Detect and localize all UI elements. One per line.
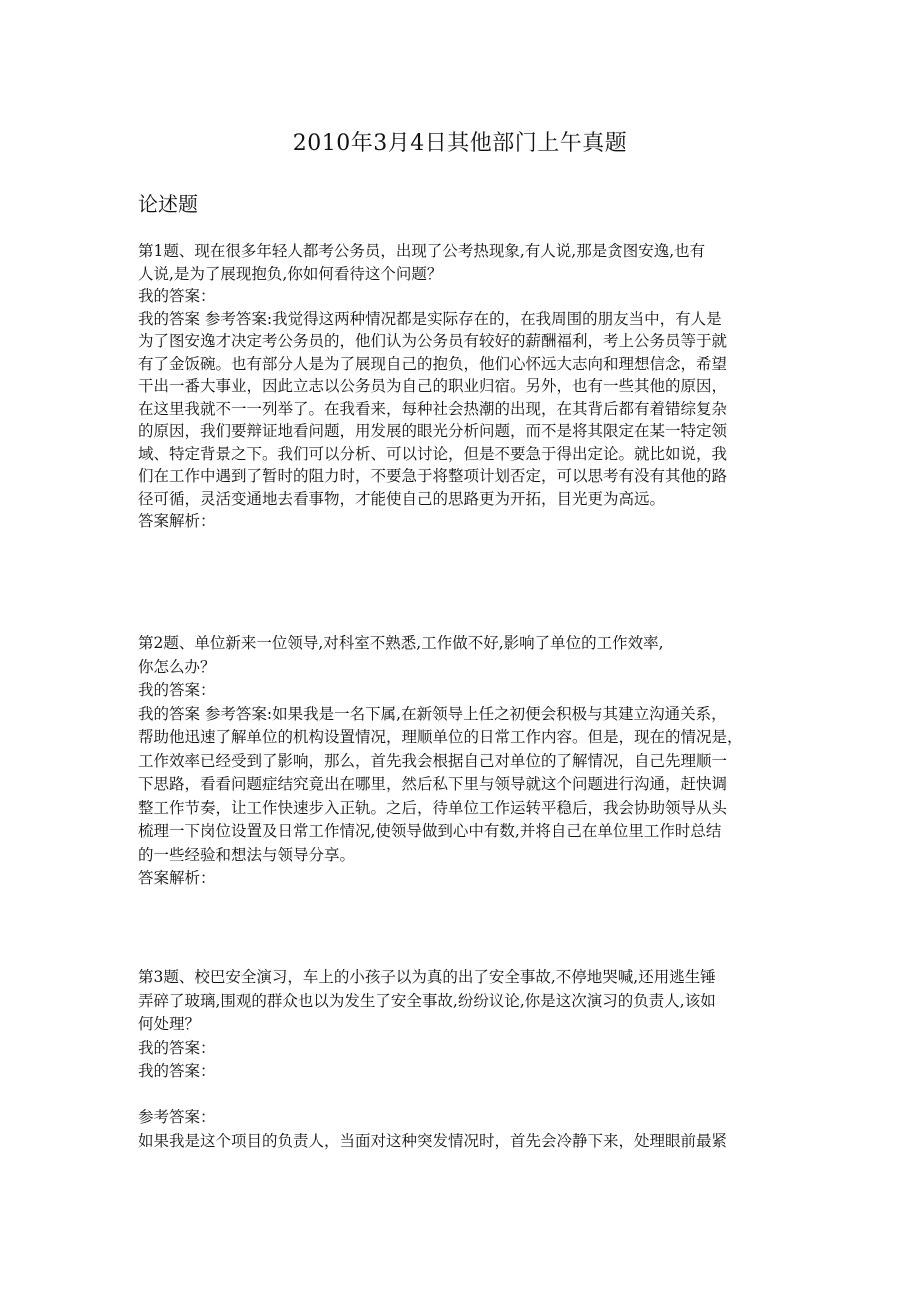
page-title: 2010年3月4日其他部门上午真题 (292, 131, 628, 156)
answer-text-line: 径可循，灵活变通地去看事物，才能使自己的思路更为开拓，目光更为高远。 (138, 489, 666, 508)
answer-text-line: 域、特定背景之下。我们可以分析、可以讨论，但是不要急于得出定论。就比如说，我 (138, 444, 728, 463)
answer-text-line: 整工作节奏，让工作快速步入正轨。之后，待单位工作运转平稳后，我会协助领导从头 (138, 798, 728, 817)
question-text-line: 第3题、校巴安全演习，车上的小孩子以为真的出了安全事故,不停地哭喊,还用逃生锤 (138, 968, 716, 986)
question-text-line: 何处理？ (138, 1015, 201, 1033)
question-text-line: 第1题、现在很多年轻人都考公务员，出现了公考热现象,有人说,那是贪图安逸,也有 (138, 242, 706, 260)
question-text-line: 第2题、单位新来一位领导,对科室不熟悉,工作做不好,影响了单位的工作效率, (138, 634, 664, 652)
question-text-line: 弄碎了玻璃,围观的群众也以为发生了安全事故,纷纷议论,你是这次演习的负责人,该如 (138, 991, 716, 1010)
answer-text-line: 我的答案 参考答案:我觉得这两种情况都是实际存在的，在我周围的朋友当中，有人是 (138, 309, 722, 328)
answer-text-line: 在这里我就不一一列举了。在我看来，每种社会热潮的出现，在其背后都有着错综复杂 (138, 399, 728, 418)
my-answer-label: 我的答案： (138, 1038, 216, 1057)
my-answer-label: 我的答案： (138, 1062, 216, 1080)
answer-text-line: 帮助他迅速了解单位的机构设置情况，理顺单位的日常工作内容。但是，现在的情况是， (138, 728, 743, 746)
answer-text-line: 们在工作中遇到了暂时的阻力时，不要急于将整项计划否定，可以思考有没有其他的路 (138, 467, 728, 485)
question-2 (138, 632, 788, 891)
answer-text-line: 如果我是这个项目的负责人，当面对这种突发情况时，首先会冷静下来，处理眼前最紧 (138, 1131, 728, 1150)
answer-text-line: 我的答案 参考答案:如果我是一名下属,在新领导上任之初便会积极与其建立沟通关系， (138, 704, 727, 723)
question-text-line: 人说,是为了展现抱负,你如何看待这个问题？ (138, 264, 443, 283)
reference-answer (138, 1106, 788, 1153)
answer-text-line: 工作效率已经受到了影响，那么，首先我会根据自己对单位的了解情况，自己先理顺一 (138, 751, 728, 770)
question-3 (138, 966, 788, 1084)
answer-text-line: 的原因，我们要辩证地看问题，用发展的眼光分析问题，而不是将其限定在某一特定领 (138, 422, 728, 440)
my-answer-label: 我的答案： (138, 287, 216, 305)
section-heading: 论述题 (138, 192, 198, 216)
answer-text-line: 的一些经验和想法与领导分享。 (138, 845, 356, 864)
reference-answer-label: 参考答案： (138, 1108, 216, 1126)
answer-text-line: 为了图安逸才决定考公务员的，他们认为公务员有较好的薪酬福利，考上公务员等于就 (138, 332, 728, 350)
answer-text-line: 有了金饭碗。也有部分人是为了展现自己的抱负，他们心怀远大志向和理想信念，希望 (138, 354, 728, 373)
answer-analysis-label: 答案解析： (138, 869, 216, 887)
answer-text-line: 下思路，看看问题症结究竟出在哪里，然后私下里与领导就这个问题进行沟通，赶快调 (138, 775, 728, 793)
my-answer-label: 我的答案： (138, 681, 216, 699)
answer-analysis-label: 答案解析： (138, 512, 216, 530)
question-1 (138, 240, 788, 533)
answer-text-line: 梳理一下岗位设置及日常工作情况,使领导做到心中有数,并将自己在单位里工作时总结 (138, 822, 722, 840)
question-text-line: 你怎么办？ (138, 657, 216, 676)
answer-text-line: 干出一番大事业，因此立志以公务员为自己的职业归宿。另外，也有一些其他的原因， (138, 377, 728, 395)
